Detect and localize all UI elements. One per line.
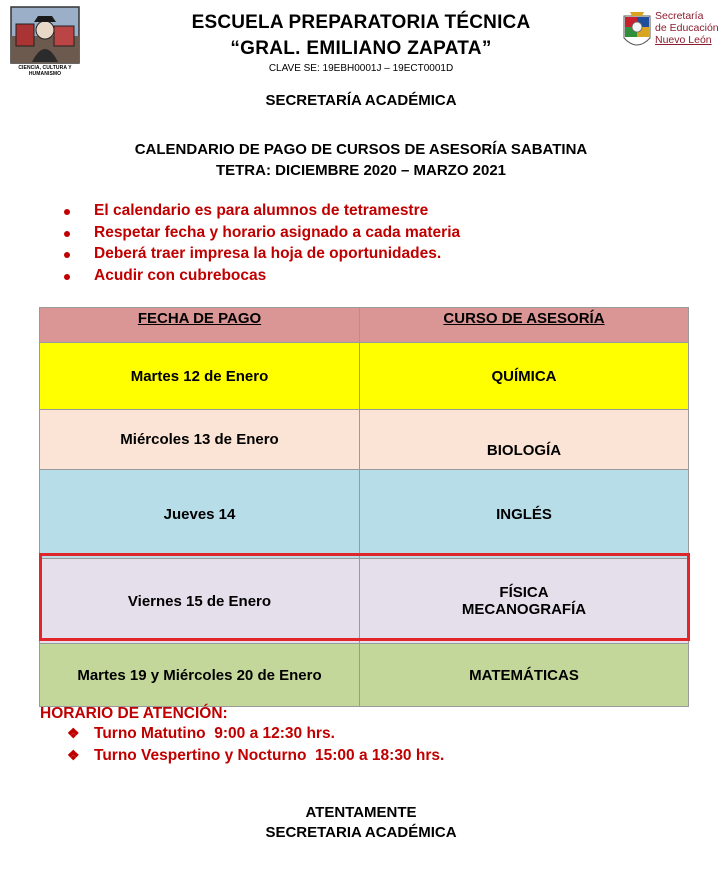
- school-name-line2: “GRAL. EMILIANO ZAPATA”: [230, 38, 492, 59]
- note-item: [64, 245, 460, 267]
- logo-caption: CIENCIA, CULTURA Y HUMANISMO: [18, 65, 72, 77]
- closing-line2: SECRETARIA ACADÉMICA: [265, 824, 457, 841]
- payment-schedule-table: [39, 307, 689, 707]
- bullet-icon: [64, 252, 70, 258]
- note-text: Deberá traer impresa la hoja de oportunidades.: [94, 245, 442, 262]
- fecha-cell: Viernes 15 de Enero: [40, 559, 360, 644]
- bullet-icon: [64, 231, 70, 237]
- highlight-box: [39, 553, 690, 641]
- turno-text: Turno Vespertino y Nocturno 15:00 a 18:30 hrs.: [94, 747, 445, 764]
- horario-title: HORARIO DE ATENCIÓN:: [40, 705, 228, 722]
- table-header-row: [40, 308, 689, 343]
- note-text: Acudir con cubrebocas: [94, 266, 267, 284]
- turno-item: [67, 725, 444, 747]
- logo-text-line1: Secretaría: [655, 10, 704, 22]
- curso-line1: FÍSICA: [499, 584, 549, 601]
- curso-cell: MATEMÁTICAS: [360, 644, 689, 707]
- fecha-cell: Miércoles 13 de Enero: [40, 410, 360, 470]
- department-title: SECRETARÍA ACADÉMICA: [265, 92, 457, 109]
- curso-cell: BIOLOGÍA: [360, 410, 689, 470]
- calendar-title: CALENDARIO DE PAGO DE CURSOS DE ASESORÍA SABATINA: [134, 141, 588, 158]
- turno-text: Turno Matutino 9:00 a 12:30 hrs.: [94, 725, 335, 742]
- bullet-icon: [64, 274, 70, 280]
- note-text: El calendario es para alumnos de tetramestre: [94, 202, 429, 219]
- column-header-curso: CURSO DE ASESORÍA: [360, 308, 689, 343]
- table-row: [40, 343, 689, 410]
- note-item: [64, 224, 460, 246]
- table-row: [40, 470, 689, 559]
- curso-cell: QUÍMICA: [360, 343, 689, 410]
- note-text: Respetar fecha y horario asignado a cada materia: [94, 223, 461, 241]
- closing-line1: ATENTAMENTE: [305, 804, 417, 821]
- logo-text-line2: de Educación: [655, 22, 719, 34]
- notes-list: [64, 202, 460, 288]
- fecha-cell: Martes 12 de Enero: [40, 343, 360, 410]
- turno-item: [67, 747, 444, 769]
- school-name-line1: ESCUELA PREPARATORIA TÉCNICA: [191, 12, 531, 33]
- bullet-icon: [64, 209, 70, 215]
- calendar-subtitle: TETRA: DICIEMBRE 2020 – MARZO 2021: [215, 162, 507, 179]
- column-header-fecha: FECHA DE PAGO: [40, 308, 360, 343]
- curso-cell: INGLÉS: [360, 470, 689, 559]
- turnos-list: [67, 725, 444, 769]
- curso-line2: MECANOGRAFÍA: [461, 601, 587, 618]
- diamond-bullet-icon: ❖: [67, 725, 80, 741]
- fecha-cell: Martes 19 y Miércoles 20 de Enero: [40, 644, 360, 707]
- logo-text-line3: Nuevo León: [655, 34, 712, 46]
- diamond-bullet-icon: ❖: [67, 747, 80, 763]
- table-row: [40, 410, 689, 470]
- school-clave: CLAVE SE: 19EBH0001J – 19ECT0001D: [268, 63, 454, 74]
- table-row: [40, 644, 689, 707]
- note-item: [64, 202, 460, 224]
- fecha-cell: Jueves 14: [40, 470, 360, 559]
- note-item: [64, 267, 460, 289]
